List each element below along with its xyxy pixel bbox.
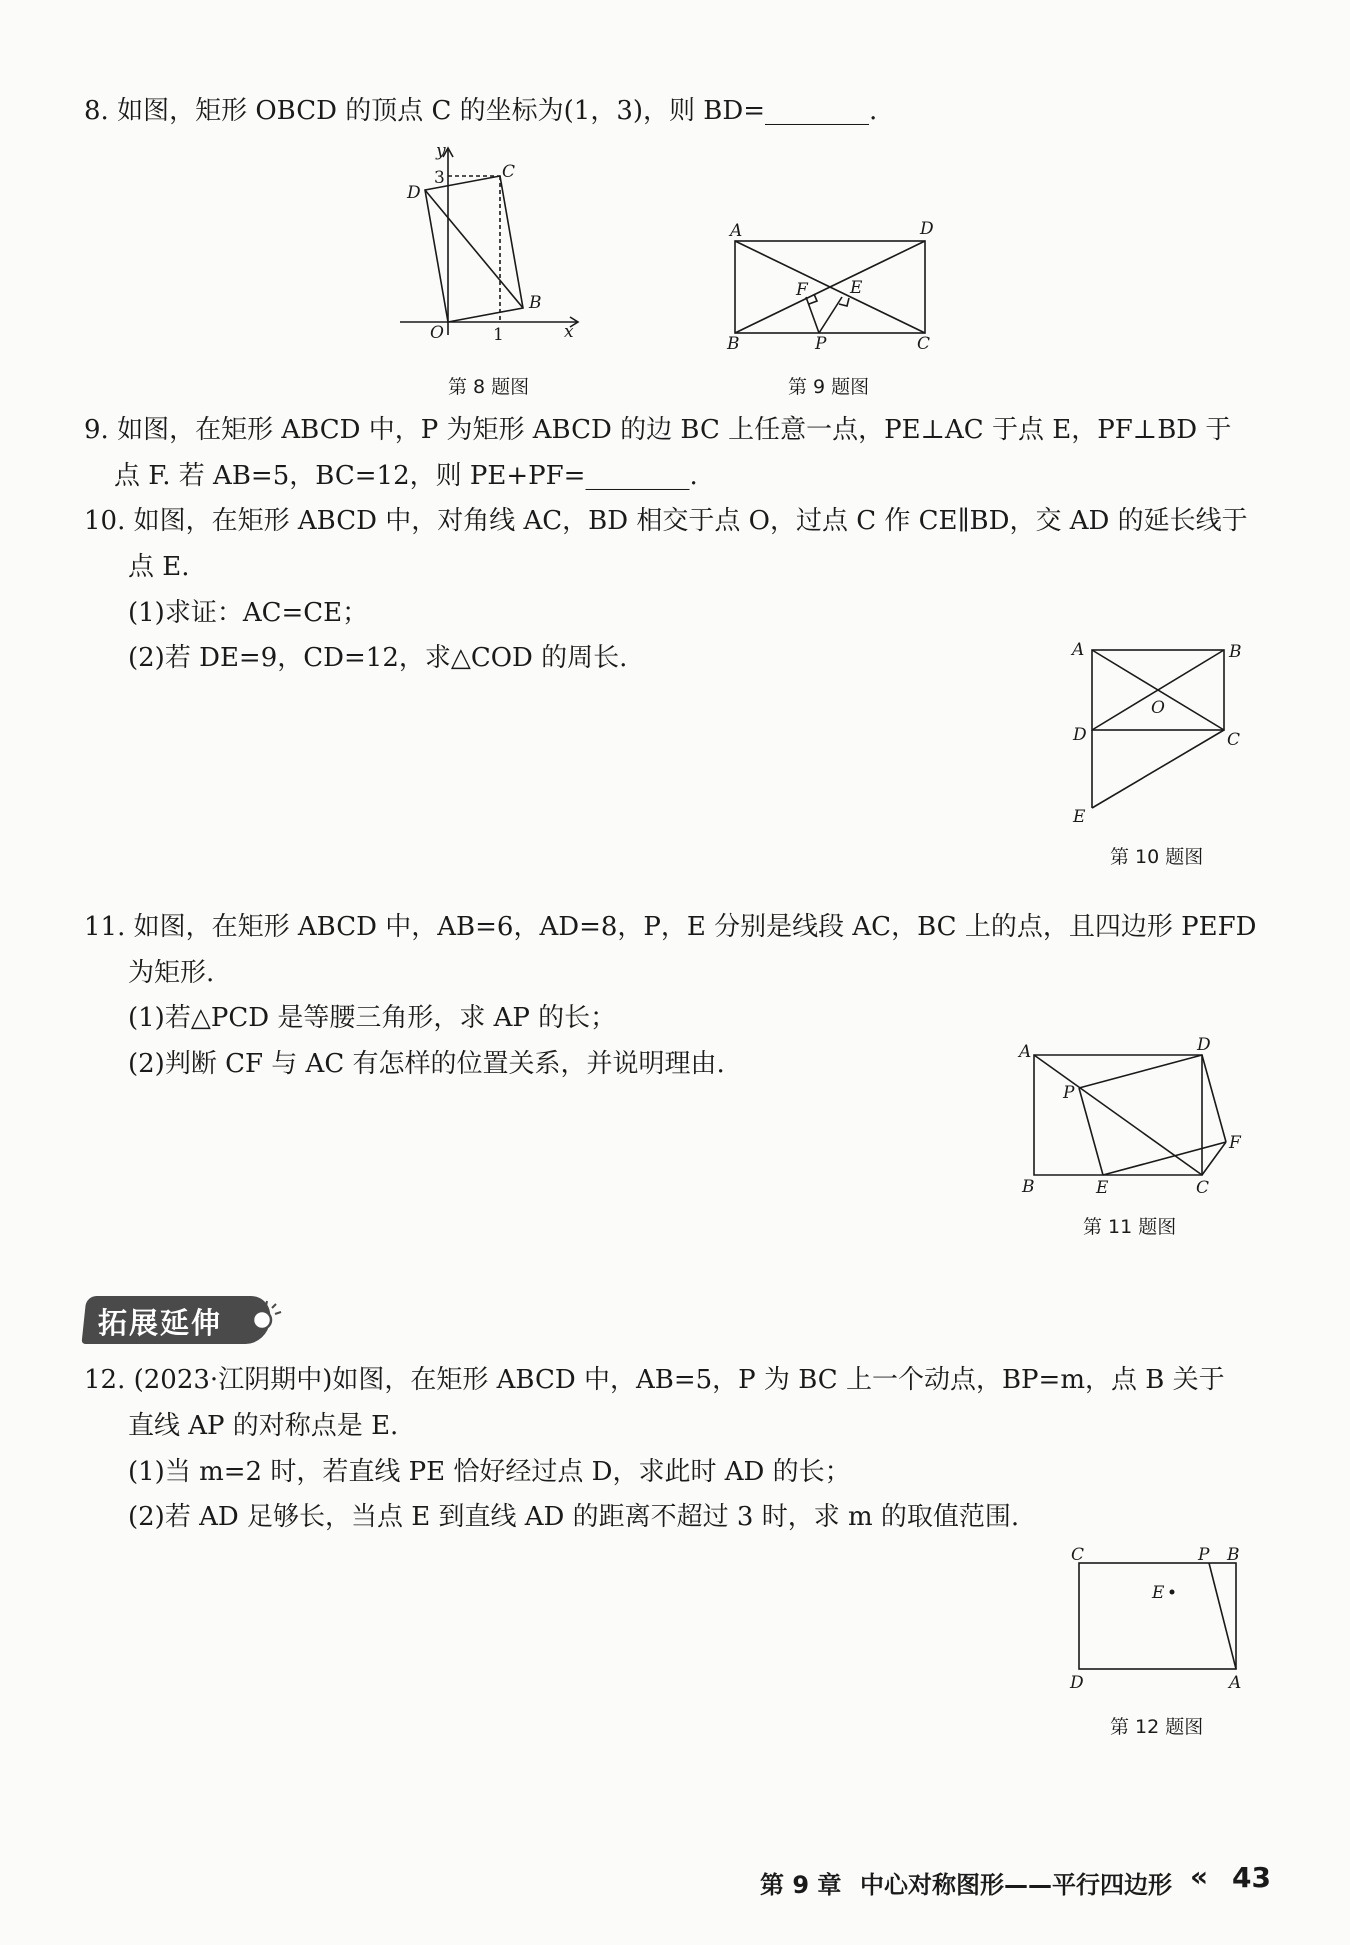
question-12-part-1: (1)当 m=2 时，若直线 PE 恰好经过点 D，求此时 AD 的长；: [128, 1457, 851, 1487]
figure-9: [725, 215, 955, 354]
label-c: C: [502, 162, 516, 182]
label-f: F: [796, 280, 808, 300]
question-11-line-1: 11. 如图，在矩形 ABCD 中，AB=6，AD=8，P，E 分别是线段 AC，BC 上的点，且四边形 PEFD: [84, 912, 1257, 942]
label-c: C: [917, 334, 931, 354]
question-8-text: 8. 如图，矩形 OBCD 的顶点 C 的坐标为(1，3)，则 BD=________.: [84, 96, 878, 126]
footer-title: 中心对称图形——平行四边形: [860, 1871, 1172, 1899]
label-a: A: [1072, 640, 1085, 660]
label-x: x: [564, 322, 574, 342]
label-p: P: [1198, 1545, 1210, 1565]
question-10-part-2: (2)若 DE=9，CD=12，求△COD 的周长.: [128, 643, 628, 673]
question-10-part-1: (1)求证：AC=CE；: [128, 598, 369, 628]
label-d: D: [407, 183, 421, 203]
label-e: E: [1096, 1178, 1109, 1198]
figure-8: [395, 141, 595, 345]
label-b: B: [1227, 1545, 1240, 1565]
label-e: E: [1073, 807, 1086, 827]
label-e: E: [850, 278, 863, 298]
label-o: O: [430, 323, 444, 343]
question-12-line-2: 直线 AP 的对称点是 E.: [128, 1411, 399, 1441]
label-b: B: [727, 334, 740, 354]
figure-8-caption: 第 8 题图: [448, 376, 530, 398]
point-e: [1170, 1590, 1175, 1595]
label-p: P: [1063, 1083, 1075, 1103]
page-number: 43: [1232, 1861, 1271, 1894]
figure-11-caption: 第 11 题图: [1083, 1216, 1177, 1238]
question-10-line-2: 点 E.: [128, 552, 190, 582]
label-e: E: [1152, 1583, 1165, 1603]
label-d: D: [1197, 1035, 1211, 1055]
label-b: B: [1229, 642, 1242, 662]
label-1: 1: [493, 325, 504, 345]
label-c: C: [1227, 730, 1241, 750]
lightbulb-icon: [246, 1298, 286, 1338]
figure-10: [1060, 635, 1240, 825]
label-3: 3: [434, 168, 445, 188]
segment-df: [1202, 1055, 1226, 1142]
label-d: D: [1073, 725, 1087, 745]
segment-pd: [1079, 1055, 1202, 1088]
diagonal-bd: [425, 190, 523, 308]
figure-9-caption: 第 9 题图: [788, 376, 870, 398]
label-c: C: [1071, 1545, 1085, 1565]
label-d: D: [1070, 1673, 1084, 1693]
question-10-line-1: 10. 如图，在矩形 ABCD 中，对角线 AC，BD 相交于点 O，过点 C 作 CE∥BD，交 AD 的延长线于: [84, 506, 1248, 536]
label-p: P: [815, 334, 827, 354]
figure-12-caption: 第 12 题图: [1110, 1716, 1204, 1738]
segment-pe: [819, 297, 842, 333]
figure-10-caption: 第 10 题图: [1110, 846, 1204, 868]
label-f: F: [1229, 1133, 1241, 1153]
label-b: B: [1022, 1177, 1035, 1197]
segment-ap: [1209, 1563, 1236, 1669]
footer-chapter: 第 9 章: [760, 1871, 842, 1899]
question-9-line-1: 9. 如图，在矩形 ABCD 中，P 为矩形 ABCD 的边 BC 上任意一点，PE⊥AC 于点 E，PF⊥BD 于: [84, 415, 1232, 445]
footer-arrows-icon: «: [1190, 1860, 1209, 1893]
question-12-part-2: (2)若 AD 足够长，当点 E 到直线 AD 的距离不超过 3 时，求 m 的取值范围.: [128, 1502, 1020, 1532]
label-o: O: [1151, 698, 1165, 718]
label-a: A: [1019, 1042, 1032, 1062]
question-11-line-2: 为矩形.: [128, 958, 215, 988]
segment-ef: [1103, 1142, 1226, 1175]
diagonal-ac: [1034, 1055, 1202, 1175]
question-9-line-2: 点 F. 若 AB=5，BC=12，则 PE+PF=________.: [114, 461, 698, 491]
question-11-part-1: (1)若△PCD 是等腰三角形，求 AP 的长；: [128, 1003, 617, 1033]
label-a: A: [1229, 1673, 1242, 1693]
figure-12: [1060, 1535, 1250, 1693]
segment-ce: [1092, 730, 1224, 808]
section-title: 拓展延伸: [98, 1306, 223, 1340]
label-y: y: [436, 141, 446, 161]
question-11-part-2: (2)判断 CF 与 AC 有怎样的位置关系，并说明理由.: [128, 1049, 725, 1079]
figure-11: [1010, 1030, 1241, 1198]
label-d: D: [920, 219, 934, 239]
label-b: B: [529, 293, 542, 313]
label-c: C: [1196, 1178, 1210, 1198]
question-12-line-1: 12. (2023·江阴期中)如图，在矩形 ABCD 中，AB=5，P 为 BC 上一个动点，BP=m，点 B 关于: [84, 1365, 1225, 1395]
label-a: A: [730, 221, 743, 241]
